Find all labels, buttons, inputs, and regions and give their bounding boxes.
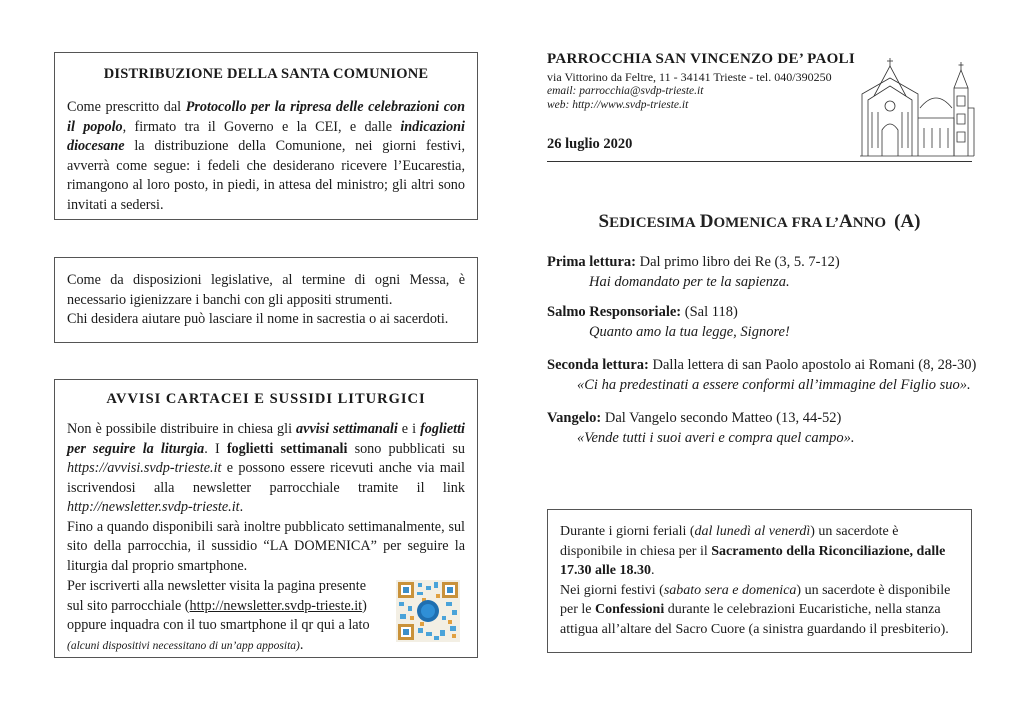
confession-box: [547, 509, 972, 653]
protocol-title: Protocollo per la ripresa delle celebrazioni con il popolo: [67, 99, 465, 135]
newsletter-link[interactable]: http://newsletter.svdp-trieste.it: [67, 499, 240, 515]
communion-text: Come prescritto dal Protocollo per la ripresa delle celebrazioni con il popolo, firmato tra il Governo e la CEI, e dalle indicazioni diocesane la distribuzione della Comunione, nei giorni festivi, avverrà come segue: i fedeli che desiderano ricevere l’Eucarestia, rimangono al loro posto, in piedi, in attesa del ministro; gli altri sono invitati a sedersi.: [67, 99, 465, 213]
newsletter-text: Per iscriverti alla newsletter visita la pagina presente sul sito parrocchiale (http://newsletter.svdp-trieste.it) oppure inquadra con il tuo smartphone il qr qui a lato (alcuni dispositivi necessitano di un’app apposita).: [67, 578, 370, 653]
parish-name: PARROCCHIA SAN VINCENZO DE’ PAOLI: [547, 51, 855, 67]
communion-title: DISTRIBUZIONE DELLA SANTA COMUNIONE: [103, 66, 429, 82]
parish-web[interactable]: web: http://www.svdp-trieste.it: [547, 99, 689, 111]
bulletin-date: 26 luglio 2020: [547, 136, 633, 152]
notices-title: AVVISI CARTACEI E SUSSIDI LITURGICI: [106, 391, 426, 407]
avvisi-link[interactable]: https://avvisi.svdp-trieste.it: [67, 460, 222, 476]
sanitize-text: Come da disposizioni legislative, al termine di ogni Messa, è necessario igienizzare i banchi con gli appositi strumenti. Chi desidera aiutare può lasciare il nome in sacrestia o ai sacerdoti.: [67, 272, 465, 327]
reading-second: Seconda lettura: Dalla lettera di san Paolo apostolo ai Romani (8, 28-30) «Ci ha predestinati a essere conformi all’immagine del Figlio suo».: [547, 357, 977, 393]
newsletter-page-link[interactable]: http://newsletter.svdp-trieste.it: [189, 597, 363, 614]
sanitize-box: [54, 257, 478, 343]
reading-first: Prima lettura: Dal primo libro dei Re (3, 5. 7-12) Hai domandato per te la sapienza.: [547, 254, 840, 290]
notices-text: Non è possibile distribuire in chiesa gli avvisi settimanali e i foglietti per seguire la liturgia. I foglietti settimanali sono pubblicati su https://avvisi.svdp-trieste.it e possono essere ricevuti anche via mail iscrivendosi alla newsletter parrocchiale tramite il link http://newsletter.svdp-trieste.it. Fino a quando disponibili sarà inoltre pubblicato settimanalmente, sul sito della parrocchia, il sussidio “LA DOMENICA” per seguire la liturgia dal proprio smartphone.: [67, 421, 465, 574]
reading-gospel: Vangelo: Dal Vangelo secondo Matteo (13, 44-52) «Vende tutti i suoi averi e compra quel campo».: [547, 410, 855, 446]
communion-box: [54, 52, 478, 220]
app-note: (alcuni dispositivi necessitano di un’app apposita): [67, 639, 300, 652]
reading-psalm: Salmo Responsoriale: (Sal 118) Quanto amo la tua legge, Signore!: [547, 304, 790, 340]
confession-text: Durante i giorni feriali (dal lunedì al venerdì) un sacerdote è disponibile in chiesa per il Sacramento della Riconciliazione, dalle 17.30 alle 18.30. Nei giorni festivi (sabato sera e domenica) un sacerdote è disponibile per le Confessioni durante le celebrazioni Eucaristiche, nella stanza attigua all’altare del Sacro Cuore (a sinistra guardando il presbiterio).: [560, 524, 951, 637]
church-illustration-icon: [858, 48, 976, 160]
sunday-title: SEDICESIMA DOMENICA FRA L’ANNO (A): [598, 211, 921, 232]
header-divider: [547, 161, 972, 162]
parish-address: via Vittorino da Feltre, 11 - 34141 Trieste - tel. 040/390250: [547, 70, 832, 84]
diocesan-indications: indicazioni diocesane: [67, 118, 465, 154]
parish-email[interactable]: email: parrocchia@svdp-trieste.it: [547, 85, 704, 97]
qr-code-icon[interactable]: [396, 580, 460, 642]
